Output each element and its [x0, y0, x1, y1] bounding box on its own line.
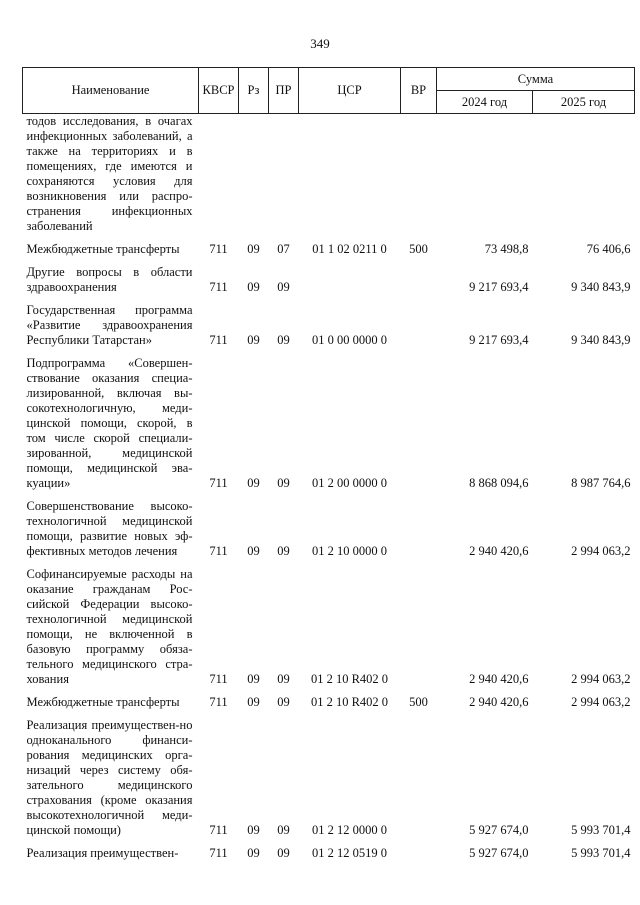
cell-kvsr: 711 [209, 333, 228, 347]
cell-sum-2025: 2 994 063,2 [571, 544, 631, 558]
cell-rz: 09 [247, 695, 260, 709]
cell-pr: 09 [277, 544, 290, 558]
cell-kvsr: 711 [209, 846, 228, 860]
cell-pr: 07 [277, 242, 290, 256]
cell-sum-2025: 2 994 063,2 [571, 695, 631, 709]
col-header-rz: Рз [239, 68, 269, 114]
table-row [23, 297, 635, 350]
col-header-summa: Сумма [437, 68, 635, 91]
cell-sum-2024: 9 217 693,4 [469, 333, 529, 347]
table-row [23, 840, 635, 863]
cell-rz: 09 [247, 333, 260, 347]
table-row [23, 561, 635, 689]
cell-pr: 09 [277, 846, 290, 860]
cell-sum-2024: 5 927 674,0 [469, 846, 529, 860]
cell-pr: 09 [277, 333, 290, 347]
table-row [23, 350, 635, 493]
cell-kvsr: 711 [209, 823, 228, 837]
table-body [23, 114, 635, 864]
col-header-name: Наименование [23, 68, 199, 114]
cell-kvsr: 711 [209, 242, 228, 256]
cell-pr: 09 [277, 823, 290, 837]
cell-csr: 01 2 12 0519 0 [312, 846, 387, 860]
cell-name: Межбюджетные трансферты [26, 695, 180, 709]
cell-name: Софинансируемые расходы на оказание гражданам Рос-сийской Федерации высоко-технологичной медицинской помощи, не включенной в базовую программу обяза-тельного медицинского стра-хования [26, 567, 193, 686]
cell-kvsr: 711 [209, 280, 228, 294]
cell-sum-2024: 9 217 693,4 [469, 280, 529, 294]
cell-vr [401, 259, 437, 297]
cell-rz: 09 [247, 280, 260, 294]
col-header-vr: ВР [401, 68, 437, 114]
cell-vr [401, 114, 437, 237]
cell-name: Другие вопросы в области здравоохранения [26, 265, 193, 294]
cell-csr: 01 2 10 R402 0 [310, 672, 389, 686]
cell-vr: 500 [409, 242, 428, 256]
cell-vr [401, 493, 437, 561]
cell-vr [401, 561, 437, 689]
cell-sum-2025: 8 987 764,6 [571, 476, 631, 490]
table-row [23, 493, 635, 561]
table-row [23, 114, 635, 237]
cell-kvsr: 711 [209, 544, 228, 558]
page-number: 349 [310, 36, 330, 51]
cell-pr: 09 [277, 280, 290, 294]
cell-csr [299, 114, 401, 237]
cell-pr: 09 [277, 695, 290, 709]
cell-sum-2024: 2 940 420,6 [469, 544, 529, 558]
budget-table [22, 67, 635, 863]
cell-name: Реализация преимуществен- [26, 846, 179, 860]
cell-name: Совершенствование высоко-технологичной медицинской помощи, развитие новых эф-фективных методов лечения [26, 499, 193, 558]
cell-rz: 09 [247, 823, 260, 837]
table-row [23, 712, 635, 840]
cell-rz: 09 [247, 476, 260, 490]
cell-sum-2024: 8 868 094,6 [469, 476, 529, 490]
col-header-2025: 2025 год [533, 91, 635, 114]
table-header [23, 68, 635, 114]
table-row [23, 689, 635, 712]
cell-kvsr: 711 [209, 476, 228, 490]
cell-csr: 01 1 02 0211 0 [312, 242, 387, 256]
cell-rz: 09 [247, 672, 260, 686]
cell-pr [269, 114, 299, 237]
cell-csr: 01 0 00 0000 0 [312, 333, 387, 347]
cell-name: Межбюджетные трансферты [26, 242, 180, 256]
cell-rz [239, 114, 269, 237]
cell-sum-2025: 9 340 843,9 [571, 333, 631, 347]
cell-sum-2024: 2 940 420,6 [469, 672, 529, 686]
cell-rz: 09 [247, 544, 260, 558]
cell-sum-2025: 5 993 701,4 [571, 823, 631, 837]
table-row [23, 236, 635, 259]
cell-name: Реализация преимуществен-но одноканального финанси-рования медицинских орга-низаций через систему обя-зательного медицинского страхования (кроме оказания высокотехнологичной меди-цинской помощи) [26, 718, 193, 837]
cell-rz: 09 [247, 242, 260, 256]
cell-sum-2024 [437, 114, 533, 237]
cell-sum-2025: 5 993 701,4 [571, 846, 631, 860]
col-header-kvsr: КВСР [199, 68, 239, 114]
cell-vr [401, 712, 437, 840]
col-header-csr: ЦСР [299, 68, 401, 114]
cell-kvsr: 711 [209, 695, 228, 709]
cell-pr: 09 [277, 672, 290, 686]
cell-vr [401, 350, 437, 493]
cell-sum-2024: 2 940 420,6 [469, 695, 529, 709]
col-header-pr: ПР [269, 68, 299, 114]
cell-vr: 500 [409, 695, 428, 709]
cell-csr: 01 2 12 0000 0 [312, 823, 387, 837]
table-row [23, 259, 635, 297]
cell-sum-2025: 76 406,6 [586, 242, 631, 256]
cell-sum-2025: 9 340 843,9 [571, 280, 631, 294]
cell-sum-2025: 2 994 063,2 [571, 672, 631, 686]
cell-csr: 01 2 10 0000 0 [312, 544, 387, 558]
cell-rz: 09 [247, 846, 260, 860]
cell-pr: 09 [277, 476, 290, 490]
cell-csr [299, 259, 401, 297]
cell-name: Подпрограмма «Совершен-ствование оказания специа-лизированной, включая вы-сокотехнологичную, меди-цинской помощи, скорой, в том числе скорой специали-зированной, медицинской помощи, медицинской эва-куации» [26, 356, 193, 490]
cell-kvsr: 711 [209, 672, 228, 686]
cell-sum-2024: 5 927 674,0 [469, 823, 529, 837]
cell-sum-2024: 73 498,8 [484, 242, 529, 256]
cell-sum-2025 [533, 114, 635, 237]
cell-csr: 01 2 00 0000 0 [312, 476, 387, 490]
cell-name: тодов исследования, в очагах инфекционных заболеваний, а также на территориях и в помещениях, где имеются и сохраняются условия для возникновения или распро-странения инфекционных заболеваний [26, 114, 193, 233]
cell-csr: 01 2 10 R402 0 [310, 695, 389, 709]
cell-vr [401, 297, 437, 350]
cell-kvsr [199, 114, 239, 237]
cell-vr [401, 840, 437, 863]
cell-name: Государственная программа «Развитие здравоохранения Республики Татарстан» [26, 303, 193, 347]
col-header-2024: 2024 год [437, 91, 533, 114]
